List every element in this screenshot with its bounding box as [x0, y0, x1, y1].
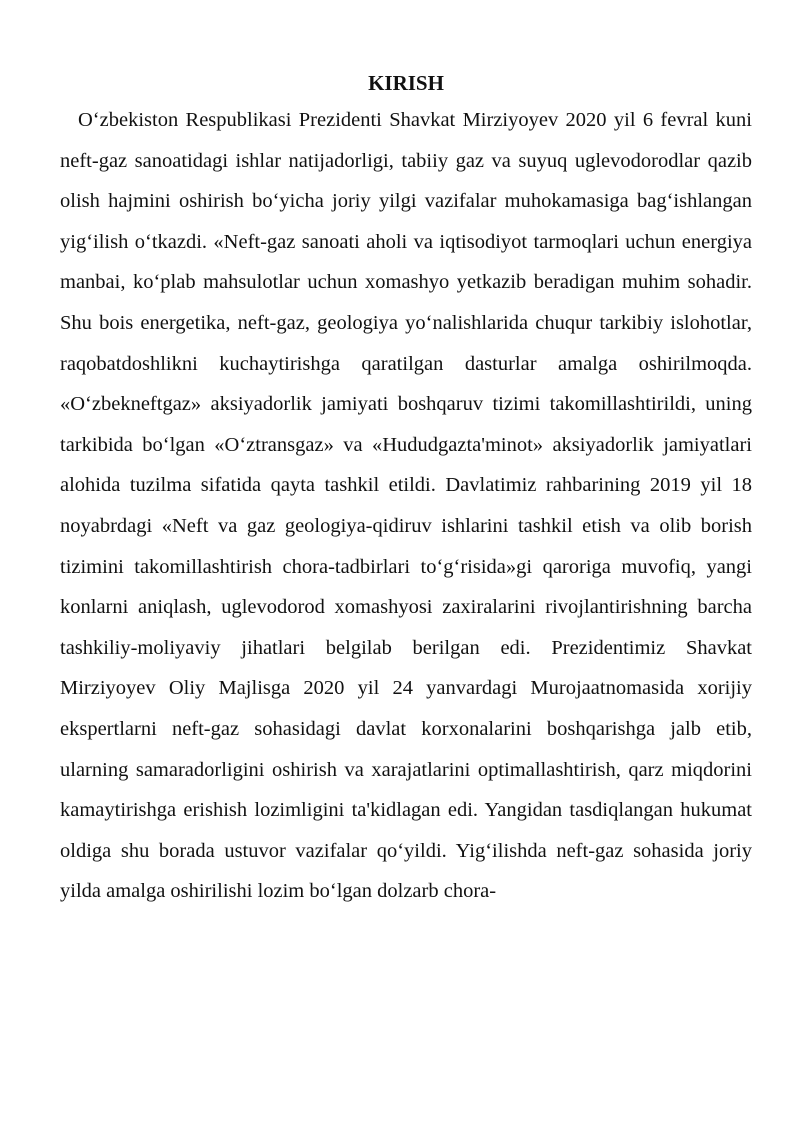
document-page [60, 70, 752, 912]
body-paragraph: O‘zbekiston Respublikasi Prezidenti Shavkat Mirziyoyev 2020 yil 6 fevral kuni neft-gaz sanoatidagi ishlar natijadorligi, tabiiy gaz va suyuq uglevodorodlar qazib olish hajmini oshirish bo‘yicha joriy yilgi vazifalar muhokamasiga bag‘ishlangan yig‘ilish o‘tkazdi. «Neft-gaz sanoati aholi va iqtisodiyot tarmoqlari uchun energiya manbai, ko‘plab mahsulotlar uchun xomashyo yetkazib beradigan muhim sohadir. Shu bois energetika, neft-gaz, geologiya yo‘nalishlarida chuqur tarkibiy islohotlar, raqobatdoshlikni kuchaytirishga qaratilgan dasturlar amalga oshirilmoqda. «O‘zbekneftgaz» aksiyadorlik jamiyati boshqaruv tizimi takomillashtirildi, uning tarkibida bo‘lgan «O‘ztransgaz» va «Hududgazta'minot» aksiyadorlik jamiyatlari alohida tuzilma sifatida qayta tashkil etildi. Davlatimiz rahbarining 2019 yil 18 noyabrdagi «Neft va gaz geologiya-qidiruv ishlarini tashkil etish va olib borish tizimini takomillashtirish chora-tadbirlari to‘g‘risida»gi qaroriga muvofiq, yangi konlarni aniqlash, uglevodorod xomashyosi zaxiralarini rivojlantirishning barcha tashkiliy-moliyaviy jihatlari belgilab berilgan edi. Prezidentimiz Shavkat Mirziyoyev Oliy Majlisga 2020 yil 24 yanvardagi Murojaatnomasida xorijiy ekspertlarni neft-gaz sohasidagi davlat korxonalarini boshqarishga jalb etib, ularning samaradorligini oshirish va xarajatlarini optimallashtirish, qarz miqdorini kamaytirishga erishish lozimligini ta'kidlagan edi. Yangidan tasdiqlangan hukumat oldiga shu borada ustuvor vazifalar qo‘yildi. Yig‘ilishda neft-gaz sohasida joriy yilda amalga oshirilishi lozim bo‘lgan dolzarb chora- [60, 109, 752, 903]
section-heading: KIRISH [368, 71, 444, 95]
